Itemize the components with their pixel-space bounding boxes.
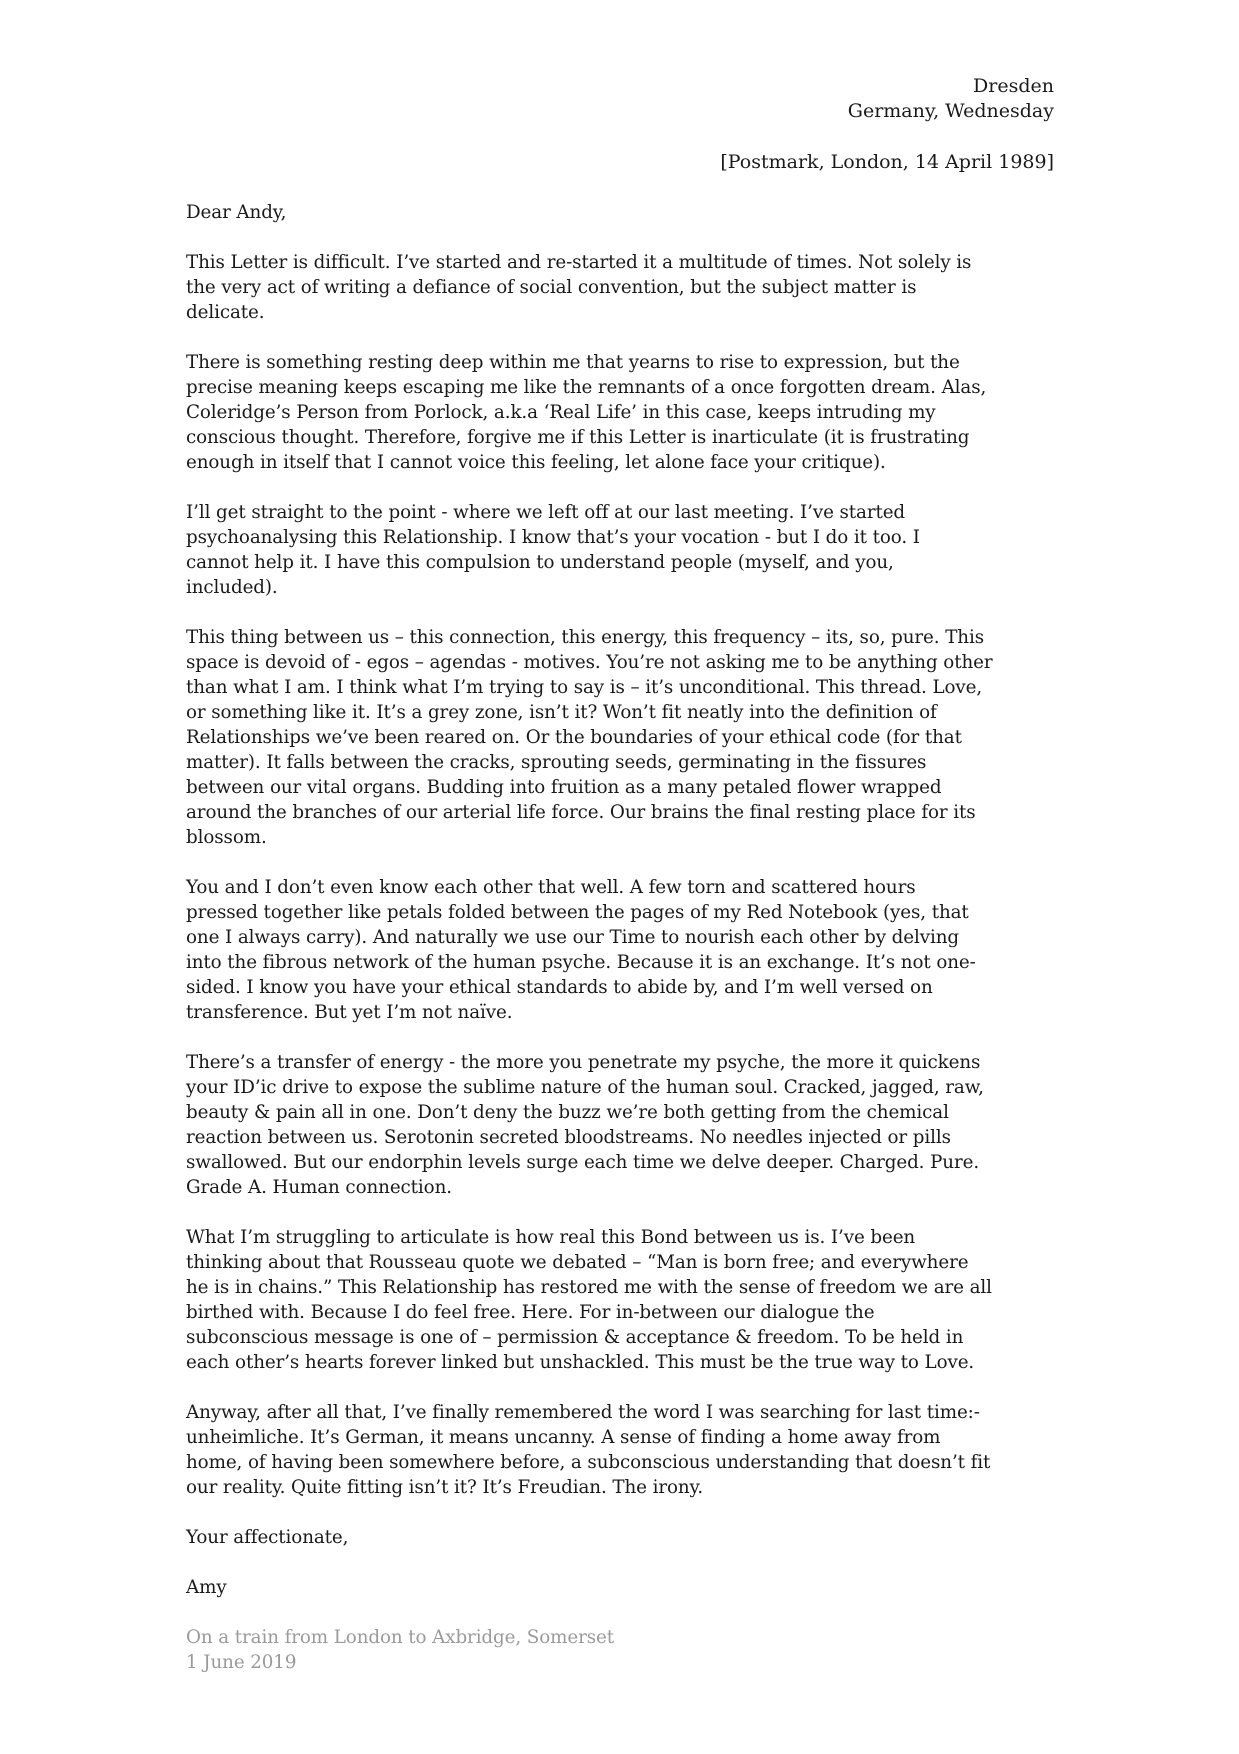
paragraph-line: matter). It falls between the cracks, sprouting seeds, germinating in the fissures [186,752,927,773]
signature: Amy [186,1577,227,1598]
paragraph-line: reaction between us. Serotonin secreted bloodstreams. No needles injected or pills [186,1127,951,1148]
paragraph-line: he is in chains.” This Relationship has restored me with the sense of freedom we are all [186,1277,992,1298]
footer-note [186,1625,1056,1675]
paragraph-line: home, of having been somewhere before, a subconscious understanding that doesn’t fit [186,1452,991,1473]
paragraph-line: each other’s hearts forever linked but unshackled. This must be the true way to Love. [186,1352,975,1373]
paragraph-line: one I always carry). And naturally we use our Time to nourish each other by delving [186,927,959,948]
paragraph-line: than what I am. I think what I’m trying to say is – it’s unconditional. This thread. Love, [186,677,983,698]
footer-date: 1 June 2019 [186,1652,297,1673]
paragraph [186,875,1056,1025]
paragraph-line: cannot help it. I have this compulsion to understand people (myself, and you, [186,552,894,573]
paragraph-line: included). [186,577,278,598]
paragraph-line: sided. I know you have your ethical standards to abide by, and I’m well versed on [186,977,933,998]
postmark: [Postmark, London, 14 April 1989] [720,151,1054,173]
salutation: Dear Andy, [186,202,287,223]
paragraph-line: the very act of writing a defiance of social convention, but the subject matter is [186,277,917,298]
paragraph [186,625,1056,850]
paragraph [186,500,1056,600]
paragraph [186,250,1056,325]
paragraph-line: blossom. [186,827,267,848]
paragraph-line: This thing between us – this connection, this energy, this frequency – its, so, pure. This [186,627,984,648]
paragraph [186,1225,1056,1375]
paragraph-line: your ID’ic drive to expose the sublime nature of the human soul. Cracked, jagged, raw, [186,1077,984,1098]
paragraphs [186,250,1056,1500]
paragraph-line: conscious thought. Therefore, forgive me if this Letter is inarticulate (it is frustrating [186,427,970,448]
paragraph-line: Coleridge’s Person from Porlock, a.k.a ‘Real Life’ in this case, keeps intruding my [186,402,936,423]
paragraph-line: our reality. Quite fitting isn’t it? It’s Freudian. The irony. [186,1477,704,1498]
paragraph-line: precise meaning keeps escaping me like the remnants of a once forgotten dream. Alas, [186,377,987,398]
paragraph-line: Anyway, after all that, I’ve finally remembered the word I was searching for last time:- [186,1402,980,1423]
paragraph-line: or something like it. It’s a grey zone, isn’t it? Won’t fit neatly into the definition of [186,702,937,723]
paragraph-line: There is something resting deep within me that yearns to rise to expression, but the [186,352,960,373]
paragraph-line: This Letter is difficult. I’ve started and re-started it a multitude of times. Not solely is [186,252,972,273]
paragraph-line: space is devoid of - egos – agendas - motives. You’re not asking me to be anything other [186,652,993,673]
paragraph-line: enough in itself that I cannot voice this feeling, let alone face your critique). [186,452,886,473]
footer-location: On a train from London to Axbridge, Somerset [186,1627,614,1648]
paragraph-line: There’s a transfer of energy - the more you penetrate my psyche, the more it quickens [186,1052,981,1073]
paragraph-line: unheimliche. It’s German, it means uncanny. A sense of finding a home away from [186,1427,941,1448]
paragraph-line: subconscious message is one of – permission & acceptance & freedom. To be held in [186,1327,964,1348]
header-city: Dresden [973,75,1054,97]
paragraph-line: Grade A. Human connection. [186,1177,452,1198]
paragraph-line: I’ll get straight to the point - where we left off at our last meeting. I’ve started [186,502,906,523]
paragraph-line: You and I don’t even know each other that well. A few torn and scattered hours [186,877,916,898]
paragraph-line: around the branches of our arterial life force. Our brains the final resting place for its [186,802,976,823]
paragraph [186,1050,1056,1200]
paragraph [186,350,1056,475]
paragraph-line: What I’m struggling to articulate is how real this Bond between us is. I’ve been [186,1227,916,1248]
paragraph-line: transference. But yet I’m not naïve. [186,1002,513,1023]
paragraph [186,1400,1056,1500]
header-country-day: Germany, Wednesday [847,100,1054,122]
paragraph-line: between our vital organs. Budding into fruition as a many petaled flower wrapped [186,777,942,798]
paragraph-line: pressed together like petals folded between the pages of my Red Notebook (yes, that [186,902,969,923]
letter-body [186,200,1056,1675]
paragraph-line: thinking about that Rousseau quote we debated – “Man is born free; and everywhere [186,1252,969,1273]
paragraph-line: beauty & pain all in one. Don’t deny the buzz we’re both getting from the chemical [186,1102,949,1123]
paragraph-line: swallowed. But our endorphin levels surge each time we delve deeper. Charged. Pure. [186,1152,980,1173]
closing: Your affectionate, [186,1527,349,1548]
letter-header [848,74,1054,124]
paragraph-line: birthed with. Because I do feel free. Here. For in-between our dialogue the [186,1302,875,1323]
paragraph-line: delicate. [186,302,265,323]
paragraph-line: Relationships we’ve been reared on. Or the boundaries of your ethical code (for that [186,727,962,748]
paragraph-line: psychoanalysing this Relationship. I know that’s your vocation - but I do it too. I [186,527,920,548]
paragraph-line: into the fibrous network of the human psyche. Because it is an exchange. It’s not one- [186,952,976,973]
